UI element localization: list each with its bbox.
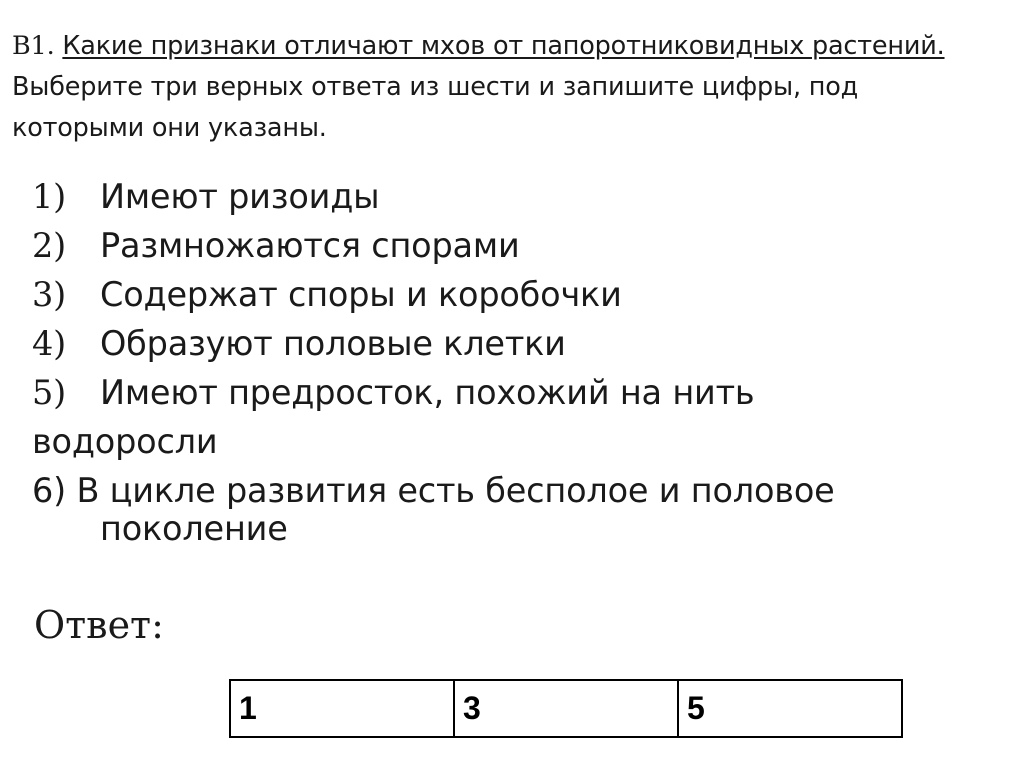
question-instruction-line-2: которыми они указаны. xyxy=(12,113,327,143)
answer-table xyxy=(229,679,903,738)
answer-cell-3: 5 xyxy=(678,680,902,737)
option-number: 2) xyxy=(32,226,66,265)
answer-row xyxy=(230,680,902,737)
option-number: 3) xyxy=(32,275,66,314)
question-instruction-line-1: Выберите три верных ответа из шести и запишите цифры, под xyxy=(12,72,859,102)
answer-label: Ответ: xyxy=(34,603,164,647)
option-3 xyxy=(32,270,992,319)
option-text: В цикле развития есть бесполое и половое xyxy=(76,471,835,510)
options-list xyxy=(32,172,992,553)
option-text: Образуют половые клетки xyxy=(100,324,566,363)
question-title: Какие признаки отличают мхов от папоротниковидных растений. xyxy=(62,31,945,61)
option-text: Размножаются спорами xyxy=(100,226,520,265)
question-title-line xyxy=(12,26,1012,67)
answer-cell-1: 1 xyxy=(230,680,454,737)
option-text: Имеют ризоиды xyxy=(100,177,380,216)
option-6 xyxy=(32,466,992,553)
option-5 xyxy=(32,368,992,417)
option-number: 4) xyxy=(32,324,66,363)
option-4 xyxy=(32,319,992,368)
option-5-continuation: водоросли xyxy=(32,422,218,461)
option-number: 5) xyxy=(32,373,66,412)
option-number: 6) xyxy=(32,471,66,510)
question-text xyxy=(12,26,1012,149)
option-1 xyxy=(32,172,992,221)
option-number: 1) xyxy=(32,177,66,216)
option-text: Содержат споры и коробочки xyxy=(100,275,622,314)
question-number: В1. xyxy=(12,31,55,61)
option-2 xyxy=(32,221,992,270)
option-text: Имеют предросток, похожий на нить xyxy=(100,373,755,412)
answer-cell-2: 3 xyxy=(454,680,678,737)
option-6-continuation: поколение xyxy=(100,509,288,548)
